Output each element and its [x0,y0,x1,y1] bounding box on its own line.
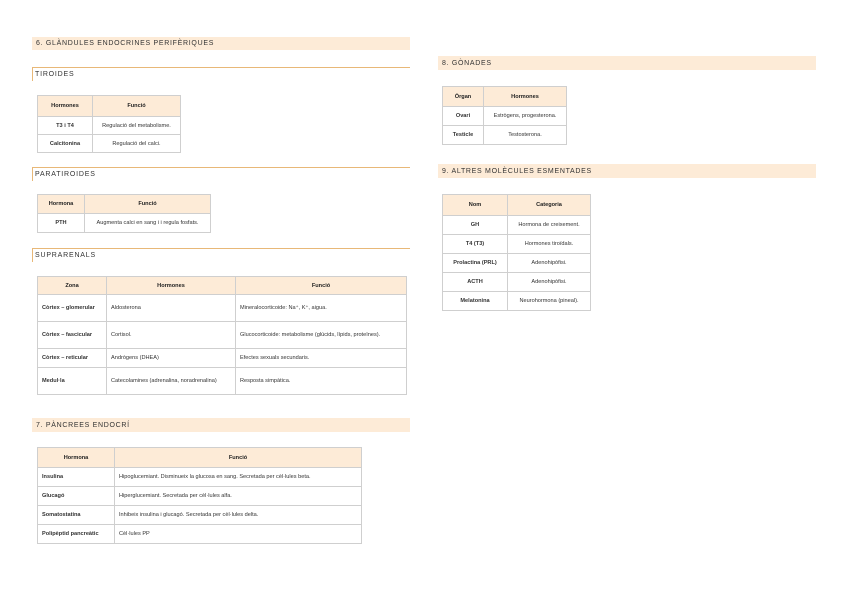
table-header: Hormones [107,277,236,295]
subsection-tiroides [32,67,410,81]
table-row [443,254,591,273]
table-row [443,273,591,292]
table-row [38,468,362,487]
suprarenals-table [37,276,407,395]
table-cell: PTH [38,214,85,233]
table-row [443,235,591,254]
table-cell: T3 i T4 [38,117,93,135]
table-row [38,525,362,544]
table-row [38,322,407,349]
table-cell: Somatostatina [38,506,115,525]
tiroides-table [37,95,181,153]
table-cell: Insulina [38,468,115,487]
table-cell: Polipèptid pancreàtic [38,525,115,544]
subsection-suprarenals [32,248,410,262]
table-cell: Adenohipòfisi. [508,254,591,273]
table-cell: Medul·la [38,368,107,395]
section-9-title-text: 9. ALTRES MOLÈCULES ESMENTADES [442,167,592,175]
table-cell: Còrtex – glomerular [38,295,107,322]
table-row [38,214,211,233]
paratiroides-title: PARATIROIDES [35,171,96,178]
table-header: Funció [236,277,407,295]
table-cell: Neurohormona (pineal). [508,292,591,311]
tiroides-title: TIROIDES [35,71,75,78]
table-cell: Ovari [443,107,484,126]
section-7-title [32,418,410,432]
section-6-title [32,37,410,50]
table-cell: Glucocorticoide: metabolisme (glúcids, lípids, proteïnes). [236,322,407,349]
table-cell: Mineralocorticoide: Na⁺, K⁺, aigua. [236,295,407,322]
table-row [443,292,591,311]
table-header: Hormona [38,448,115,468]
pancrees-table [37,447,362,544]
table-cell: Adenohipòfisi. [508,273,591,292]
table-header: Hormones [38,96,93,117]
table-cell: Estrògens, progesterona. [484,107,567,126]
section-6-title-text: 6. GLÀNDULES ENDOCRINES PERIFÈRIQUES [36,40,215,47]
section-9-title [438,164,816,178]
table-cell: Catecolamines (adrenalina, noradrenalina) [107,368,236,395]
table-cell: Prolactina (PRL) [443,254,508,273]
table-cell: Testosterona. [484,126,567,145]
table-header: Nom [443,195,508,216]
table-cell: Regulació del metabolisme. [93,117,181,135]
table-cell: Resposta simpàtica. [236,368,407,395]
table-cell: Cortisol. [107,322,236,349]
table-row [443,107,567,126]
table-cell: Hormones tiroïdals. [508,235,591,254]
table-cell: Hiperglucemiant. Secretada per cèl·lules alfa. [115,487,362,506]
paratiroides-table [37,194,211,233]
table-row [38,368,407,395]
table-cell: Hormona de creixement. [508,216,591,235]
table-row [38,487,362,506]
table-header: Òrgan [443,87,484,107]
table-header: Hormones [484,87,567,107]
table-row [443,216,591,235]
table-cell: Calcitonina [38,135,93,153]
table-cell: T4 (T3) [443,235,508,254]
table-cell: Cèl·lules PP [115,525,362,544]
table-header: Funció [115,448,362,468]
table-header: Hormona [38,195,85,214]
section-8-title [438,56,816,70]
table-cell: Inhibeix insulina i glucagó. Secretada per cèl·lules delta. [115,506,362,525]
table-header: Funció [93,96,181,117]
suprarenals-title: SUPRARENALS [35,252,96,259]
table-cell: GH [443,216,508,235]
table-header: Funció [85,195,211,214]
table-cell: Hipoglucemiant. Disminueix la glucosa en sang. Secretada per cèl·lules beta. [115,468,362,487]
table-cell: Andrògens (DHEA) [107,349,236,368]
table-row [38,135,181,153]
table-cell: Aldosterona [107,295,236,322]
table-cell: Augmenta calci en sang i i regula fosfats. [85,214,211,233]
table-header: Categoria [508,195,591,216]
gonades-table [442,86,567,145]
table-row [38,506,362,525]
table-row [38,295,407,322]
section-8-title-text: 8. GÒNADES [442,59,492,67]
altres-table [442,194,591,311]
table-cell: ACTH [443,273,508,292]
subsection-paratiroides [32,167,410,181]
table-cell: Testicle [443,126,484,145]
table-cell: Glucagó [38,487,115,506]
table-cell: Melatonina [443,292,508,311]
table-header: Zona [38,277,107,295]
table-row [443,126,567,145]
table-cell: Efectes sexuals secundaris. [236,349,407,368]
table-cell: Còrtex – reticular [38,349,107,368]
table-cell: Regulació del calci. [93,135,181,153]
table-cell: Còrtex – fascicular [38,322,107,349]
section-7-title-text: 7. PÀNCREES ENDOCRÍ [36,421,130,429]
table-row [38,349,407,368]
table-row [38,117,181,135]
